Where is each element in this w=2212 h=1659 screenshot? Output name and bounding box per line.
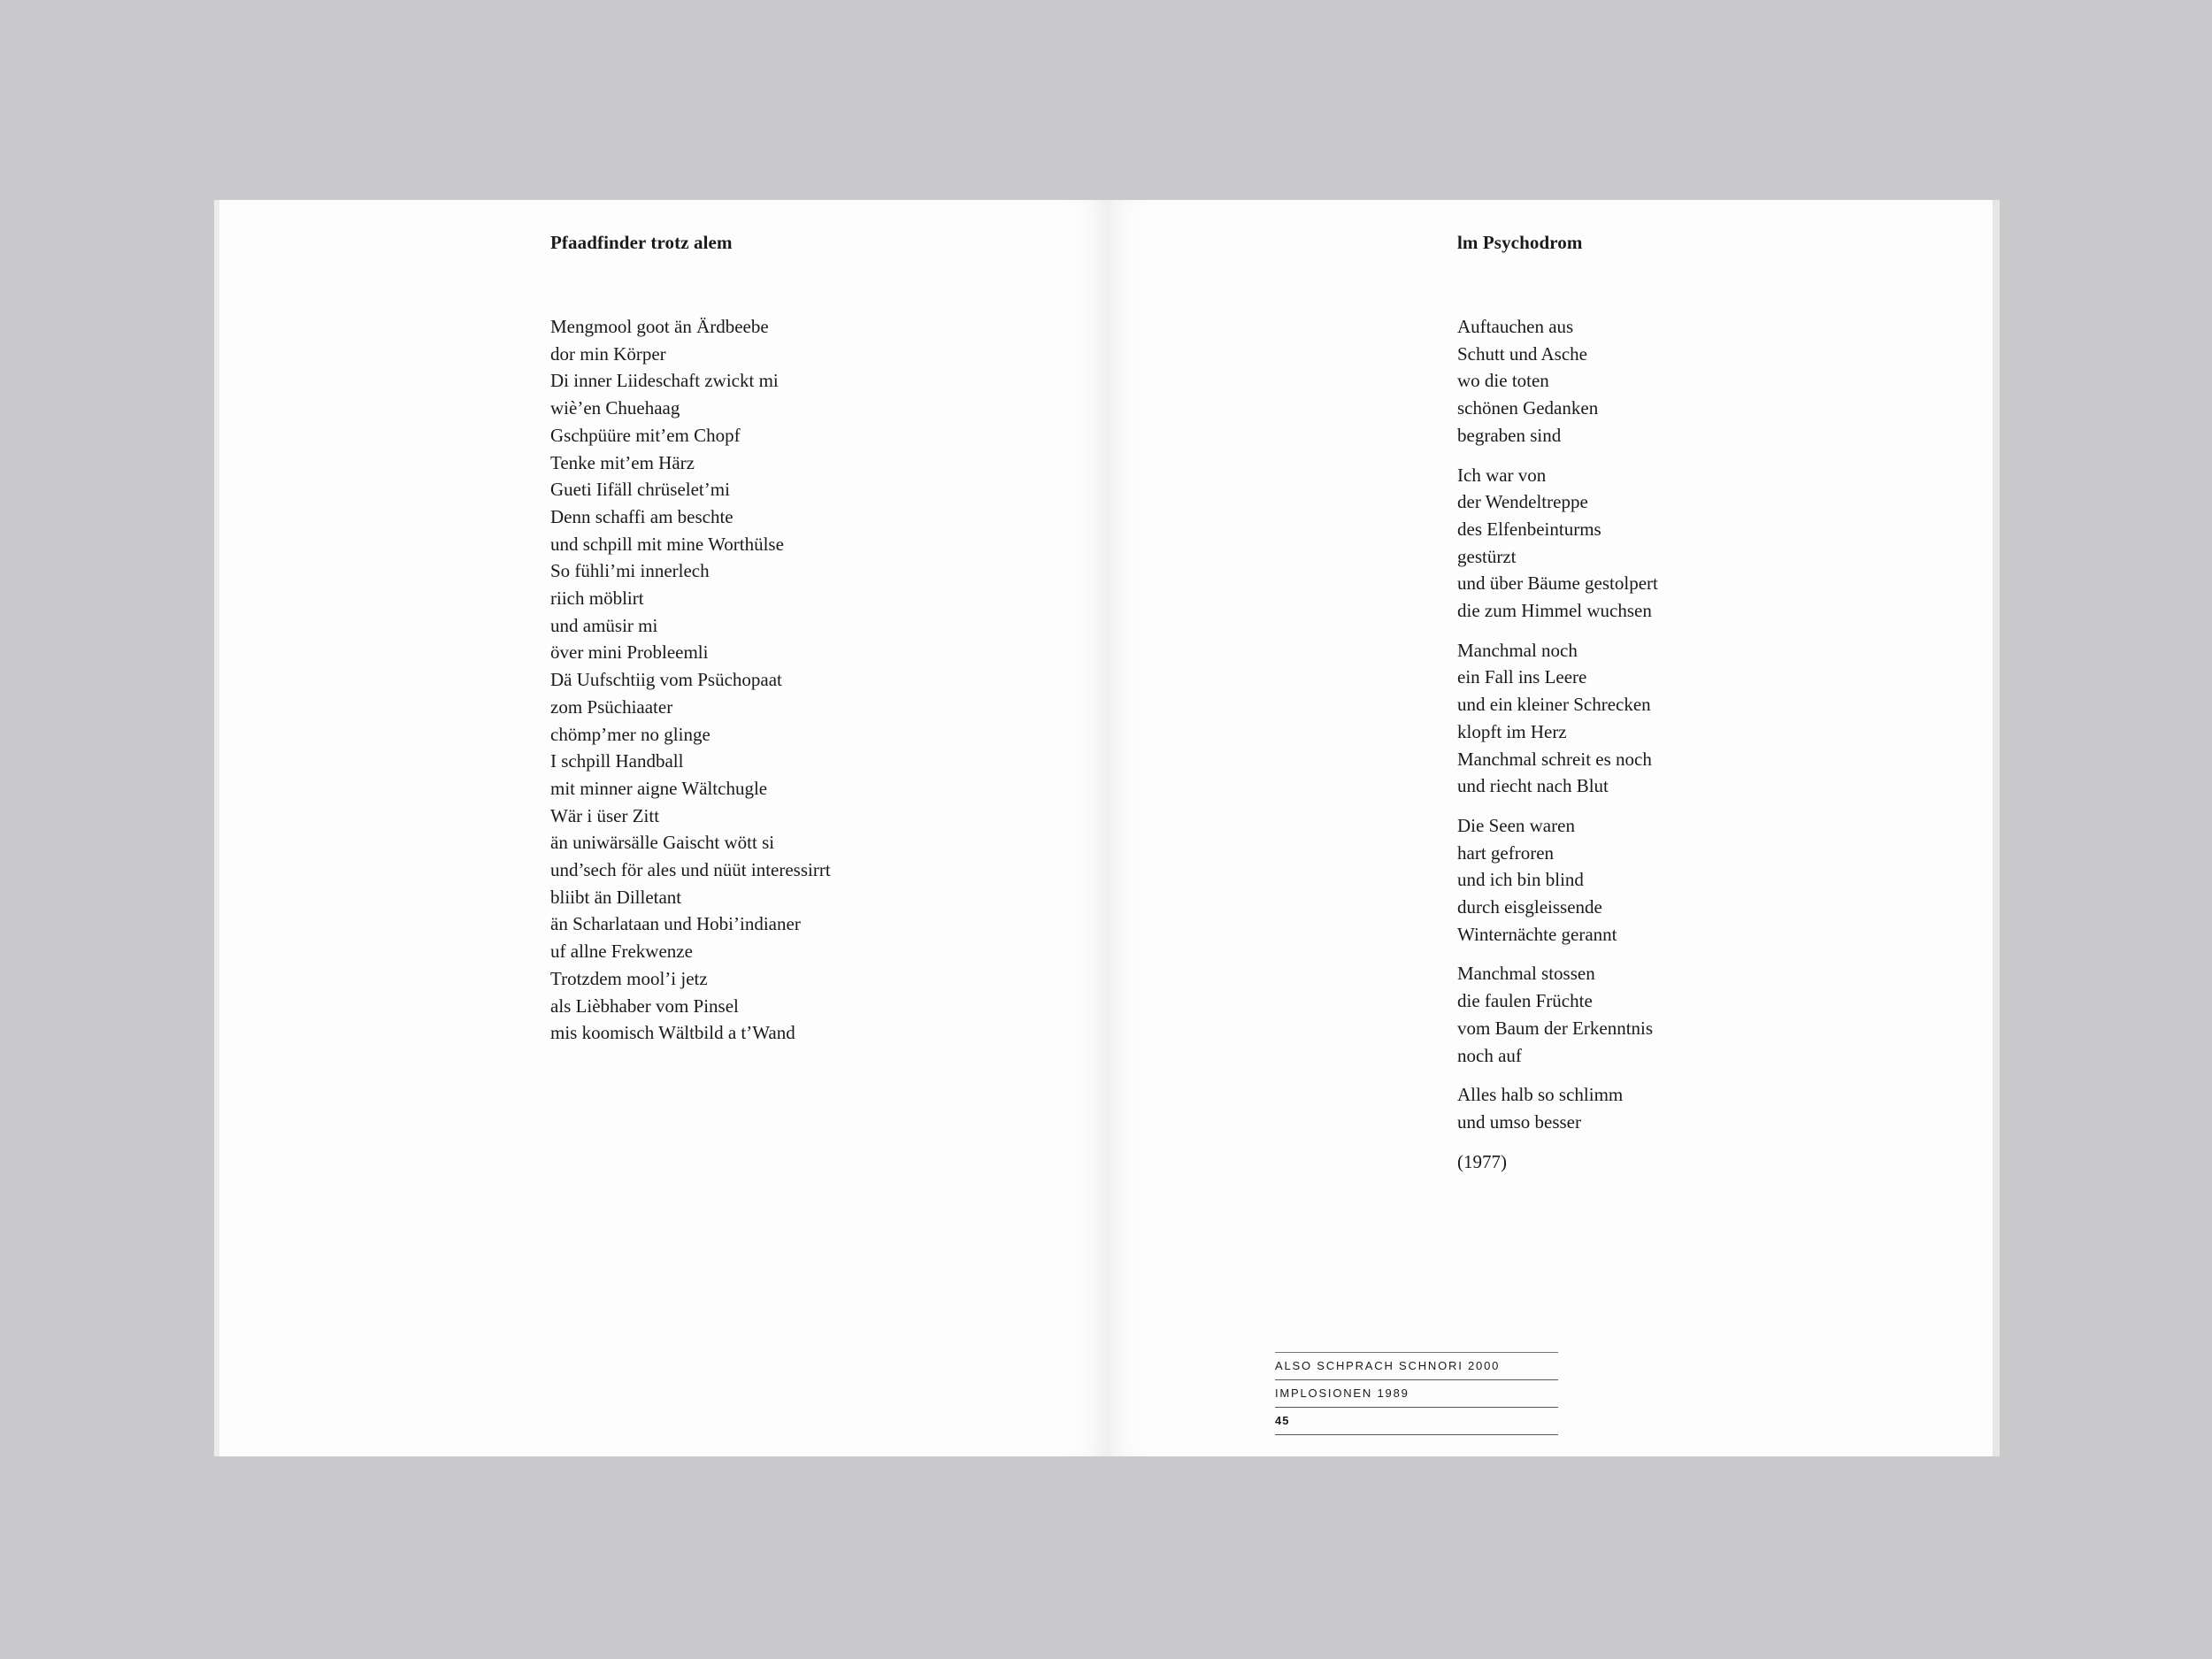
poem-line: klopft im Herz bbox=[1457, 720, 1567, 742]
poem-stanza bbox=[1457, 960, 1658, 1069]
poem-line: Gueti Iifäll chrüselet’mi bbox=[550, 479, 730, 501]
poem-line: und amüsir mi bbox=[550, 614, 658, 636]
poem-stanza bbox=[1457, 1081, 1658, 1135]
poem-line: Trotzdem mool’i jetz bbox=[550, 967, 708, 989]
poem-line: riich möblirt bbox=[550, 588, 644, 610]
poem-line: die faulen Früchte bbox=[1457, 990, 1593, 1012]
poem-line: Gschpüüre mit’em Chopf bbox=[550, 424, 741, 446]
left-poem-title: Pfaadfinder trotz alem bbox=[550, 232, 733, 253]
poem-line: hart gefroren bbox=[1457, 841, 1555, 864]
poem-line: Auftauchen aus bbox=[1457, 316, 1574, 337]
poem-stanza bbox=[1457, 812, 1658, 949]
poem-stanza bbox=[1457, 637, 1658, 800]
poem-line: än uniwärsälle Gaischt wött si bbox=[550, 832, 775, 854]
poem-line: Manchmal schreit es noch bbox=[1457, 748, 1652, 770]
poem-line: die zum Himmel wuchsen bbox=[1457, 600, 1652, 622]
poem-line: Schutt und Asche bbox=[1457, 342, 1587, 365]
poem-stanza bbox=[1457, 313, 1658, 449]
poem-line: Dä Uufschtiig vom Psüchopaat bbox=[550, 669, 782, 691]
poem-line: Mengmool goot än Ärdbeebe bbox=[550, 316, 769, 337]
poem-line: noch auf bbox=[1457, 1044, 1522, 1066]
right-poem-title: lm Psychodrom bbox=[1457, 232, 1583, 253]
poem-line: wo die toten bbox=[1457, 370, 1549, 392]
poem-line: So fühli’mi innerlech bbox=[550, 560, 710, 582]
poem-line: und riecht nach Blut bbox=[1457, 775, 1609, 797]
poem-line: bliibt än Dilletant bbox=[550, 886, 682, 908]
poem-line: än Scharlataan und Hobi’indianer bbox=[550, 913, 801, 935]
poem-line: und umso besser bbox=[1457, 1110, 1581, 1133]
poem-line: des Elfenbeinturms bbox=[1457, 518, 1601, 540]
poem-line: und über Bäume gestolpert bbox=[1457, 572, 1658, 595]
poem-line: Manchmal stossen bbox=[1457, 963, 1595, 985]
poem-stanza bbox=[1457, 1148, 1658, 1176]
poem-line: över mini Probleemli bbox=[550, 641, 709, 664]
poem-line: Di inner Liideschaft zwickt mi bbox=[550, 370, 779, 392]
footer-book-reference-1: ALSO SCHPRACH SCHNORI 2000 bbox=[1275, 1352, 1558, 1379]
footer-book-reference-2: IMPLOSIONEN 1989 bbox=[1275, 1379, 1558, 1407]
right-poem-body bbox=[1457, 313, 1658, 1187]
poem-line: durch eisgleissende bbox=[1457, 896, 1602, 918]
poem-line: und ein kleiner Schrecken bbox=[1457, 694, 1651, 716]
left-poem-body bbox=[550, 313, 831, 1047]
poem-line: und ich bin blind bbox=[1457, 869, 1584, 891]
poem-line: Manchmal noch bbox=[1457, 639, 1578, 661]
poem-line: mit minner aigne Wältchugle bbox=[550, 777, 768, 799]
poem-line: I schpill Handball bbox=[550, 750, 684, 772]
poem-line: gestürzt bbox=[1457, 545, 1517, 567]
poem-line: schönen Gedanken bbox=[1457, 397, 1599, 419]
poem-line: wiè’en Chuehaag bbox=[550, 397, 680, 419]
poem-line: Ich war von bbox=[1457, 464, 1547, 486]
poem-line: mis koomisch Wältbild a t’Wand bbox=[550, 1022, 795, 1044]
poem-line: der Wendeltreppe bbox=[1457, 491, 1588, 513]
poem-line: dor min Körper bbox=[550, 342, 666, 365]
poem-line: uf allne Frekwenze bbox=[550, 941, 693, 963]
page-number: 45 bbox=[1275, 1407, 1558, 1435]
poem-line: begraben sind bbox=[1457, 424, 1562, 446]
poem-stanza bbox=[1457, 462, 1658, 625]
open-book bbox=[214, 200, 2000, 1456]
poem-line: chömp’mer no glinge bbox=[550, 723, 710, 745]
page-footer bbox=[1275, 1352, 1558, 1435]
poem-line: Winternächte gerannt bbox=[1457, 923, 1617, 945]
poem-line: Die Seen waren bbox=[1457, 814, 1575, 836]
poem-line: Denn schaffi am beschte bbox=[550, 505, 733, 527]
poem-line: vom Baum der Erkenntnis bbox=[1457, 1017, 1654, 1039]
poem-line: (1977) bbox=[1457, 1150, 1507, 1172]
poem-line: und schpill mit mine Worthülse bbox=[550, 533, 784, 555]
left-page bbox=[214, 200, 1107, 1456]
poem-line: Alles halb so schlimm bbox=[1457, 1084, 1624, 1106]
poem-line: zom Psüchiaater bbox=[550, 695, 673, 718]
right-page bbox=[1107, 200, 2000, 1456]
poem-line: ein Fall ins Leere bbox=[1457, 666, 1587, 688]
poem-line: und’sech för ales und nüüt interessirrt bbox=[550, 859, 831, 881]
poem-line: als Lièbhaber vom Pinsel bbox=[550, 995, 739, 1017]
poem-line: Wär i üser Zitt bbox=[550, 804, 660, 826]
poem-line: Tenke mit’em Härz bbox=[550, 451, 695, 473]
